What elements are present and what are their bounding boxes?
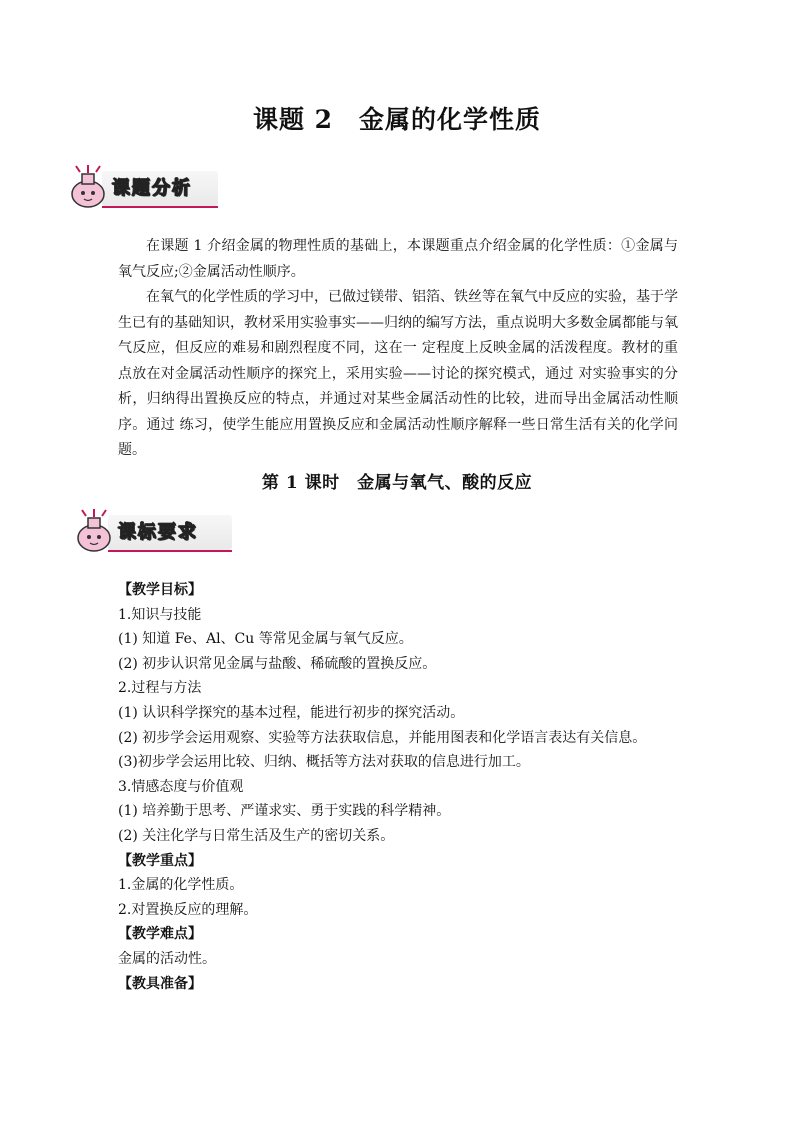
goal-section: 2.过程与方法: [118, 680, 202, 697]
section-banner-label: 课题分析: [112, 178, 192, 199]
heading-goals: 【教学目标】: [118, 582, 202, 598]
goal-item: (1) 知道 Fe、Al、Cu 等常见金属与氧气反应。: [118, 631, 413, 648]
goal-item: (1) 培养勤于思考、严谨求实、勇于实践的科学精神。: [118, 803, 451, 820]
goal-section: 1.知识与技能: [118, 606, 202, 623]
goal-item: (3)初步学会运用比较、归纳、概括等方法对获取的信息进行加工。: [118, 754, 530, 771]
analysis-paragraph: 在课题 1 介绍金属的物理性质的基础上，本课题重点介绍金属的化学性质：①金属与氧气反应;②金属活动性顺序。: [118, 238, 678, 280]
goal-item: (2) 初步认识常见金属与盐酸、稀硫酸的置换反应。: [118, 655, 437, 672]
analysis-paragraph: 在氧气的化学性质的学习中，已做过镁带、铝箔、铁丝等在氧气中反应的实验，基于学生已有的基础知识，教材采用实验事实——归纳的编写方法，重点说明大多数金属都能与氧气反应，但反应的难易和剧烈程度不同，这在一 定程度上反映金属的活泼程度。教材的重点放在对金属活动性顺序的探究上，采用实验——讨论的探究模式，通过 对实验事实的分析，归纳得出置换反应的特点，并通过对某些金属活动性的比较，进而导出金属活动性顺序。通过 练习，使学生能应用置换反应和金属活动性顺序解释一些日常生活有关的化学问题。: [118, 289, 678, 458]
key-point-item: 1.金属的化学性质。: [118, 877, 244, 894]
analysis-text: [118, 234, 678, 464]
difficulty-item: 金属的活动性。: [118, 950, 216, 967]
teaching-content: [118, 578, 688, 996]
section-banner-analysis: [66, 168, 218, 210]
page-title: 课题 2 金属的化学性质: [252, 105, 542, 134]
key-point-item: 2.对置换反应的理解。: [118, 901, 258, 918]
heading-key-points: 【教学重点】: [118, 852, 202, 869]
heading-materials: 【教具准备】: [118, 975, 202, 992]
section-banner-standards: [72, 512, 232, 554]
goal-section: 3.情感态度与价值观: [118, 778, 244, 795]
flask-mascot-icon: [72, 508, 116, 554]
goal-item: (1) 认识科学探究的基本过程，能进行初步的探究活动。: [118, 704, 465, 721]
section-banner-label: 课标要求: [118, 522, 198, 543]
goal-item: (2) 初步学会运用观察、实验等方法获取信息，并能用图表和化学语言表达有关信息。: [118, 729, 647, 746]
lesson-title: 第 1 课时 金属与氧气、酸的反应: [261, 473, 533, 493]
heading-difficulties: 【教学难点】: [118, 926, 202, 943]
flask-mascot-icon: [66, 164, 110, 210]
goal-item: (2) 关注化学与日常生活及生产的密切关系。: [118, 827, 395, 844]
